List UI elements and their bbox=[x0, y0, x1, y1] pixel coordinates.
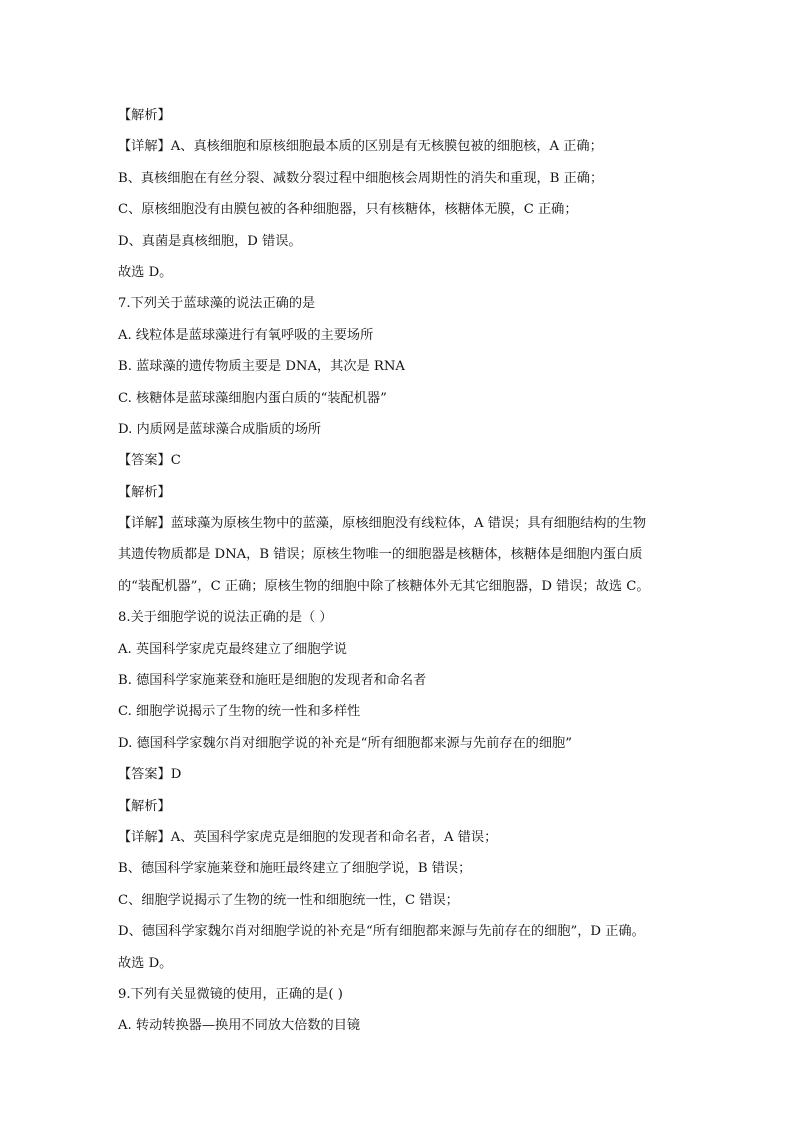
question-8: 8.关于细胞学说的说法正确的是（ ） bbox=[118, 610, 333, 626]
section-heading-analysis: 【解析】 bbox=[118, 108, 171, 123]
option-b: B. 蓝球藻的遗传物质主要是 DNA，其次是 RNA bbox=[118, 359, 405, 375]
detail-line: B、德国科学家施莱登和施旺最终建立了细胞学说，B 错误； bbox=[118, 861, 472, 877]
detail-line: D、真菌是真核细胞，D 错误。 bbox=[118, 233, 302, 249]
detail-line: 【详解】A、真核细胞和原核细胞最本质的区别是有无核膜包被的细胞核，A 正确； bbox=[118, 139, 603, 155]
conclusion-line: 故选 D。 bbox=[118, 264, 173, 280]
answer-line: 【答案】C bbox=[118, 453, 181, 469]
detail-line: C、细胞学说揭示了生物的统一性和细胞统一性，C 错误； bbox=[118, 892, 459, 908]
document-page bbox=[118, 100, 678, 1042]
question-7: 7.下列关于蓝球藻的说法正确的是 bbox=[118, 296, 316, 312]
detail-line: 的“装配机器”，C 正确；原核生物的细胞中除了核糖体外无其它细胞器，D 错误；故选 C。 bbox=[118, 578, 650, 594]
option-c: C. 细胞学说揭示了生物的统一性和多样性 bbox=[118, 704, 361, 720]
question-9: 9.下列有关显微镜的使用，正确的是( ) bbox=[118, 986, 343, 1002]
option-d: D. 德国科学家魏尔肖对细胞学说的补充是“所有细胞都来源与先前存在的细胞” bbox=[118, 735, 572, 751]
detail-line: 其遗传物质都是 DNA，B 错误；原核生物唯一的细胞器是核糖体，核糖体是细胞内蛋白质 bbox=[118, 547, 643, 563]
conclusion-line: 故选 D。 bbox=[118, 955, 173, 971]
section-heading-analysis: 【解析】 bbox=[118, 484, 171, 500]
answer-line: 【答案】D bbox=[118, 767, 182, 783]
detail-line: B、真核细胞在有丝分裂、减数分裂过程中细胞核会周期性的消失和重现，B 正确； bbox=[118, 170, 604, 186]
detail-line: 【详解】A、英国科学家虎克是细胞的发现者和命名者，A 错误； bbox=[118, 829, 498, 845]
option-b: B. 德国科学家施莱登和施旺是细胞的发现者和命名者 bbox=[118, 673, 427, 689]
detail-line: D、德国科学家魏尔肖对细胞学说的补充是“所有细胞都来源与先前存在的细胞”，D 正确。 bbox=[118, 924, 645, 940]
detail-line: C、原核细胞没有由膜包被的各种细胞器，只有核糖体，核糖体无膜，C 正确； bbox=[118, 202, 578, 218]
detail-line: 【详解】蓝球藻为原核生物中的蓝藻，原核细胞没有线粒体，A 错误；具有细胞结构的生物 bbox=[118, 516, 647, 532]
option-a: A. 英国科学家虎克最终建立了细胞学说 bbox=[118, 641, 347, 657]
option-c: C. 核糖体是蓝球藻细胞内蛋白质的“装配机器” bbox=[118, 390, 387, 406]
option-a: A. 转动转换器—换用不同放大倍数的目镜 bbox=[118, 1018, 361, 1034]
option-d: D. 内质网是蓝球藻合成脂质的场所 bbox=[118, 421, 322, 437]
option-a: A. 线粒体是蓝球藻进行有氧呼吸的主要场所 bbox=[118, 327, 374, 343]
section-heading-analysis: 【解析】 bbox=[118, 798, 171, 814]
